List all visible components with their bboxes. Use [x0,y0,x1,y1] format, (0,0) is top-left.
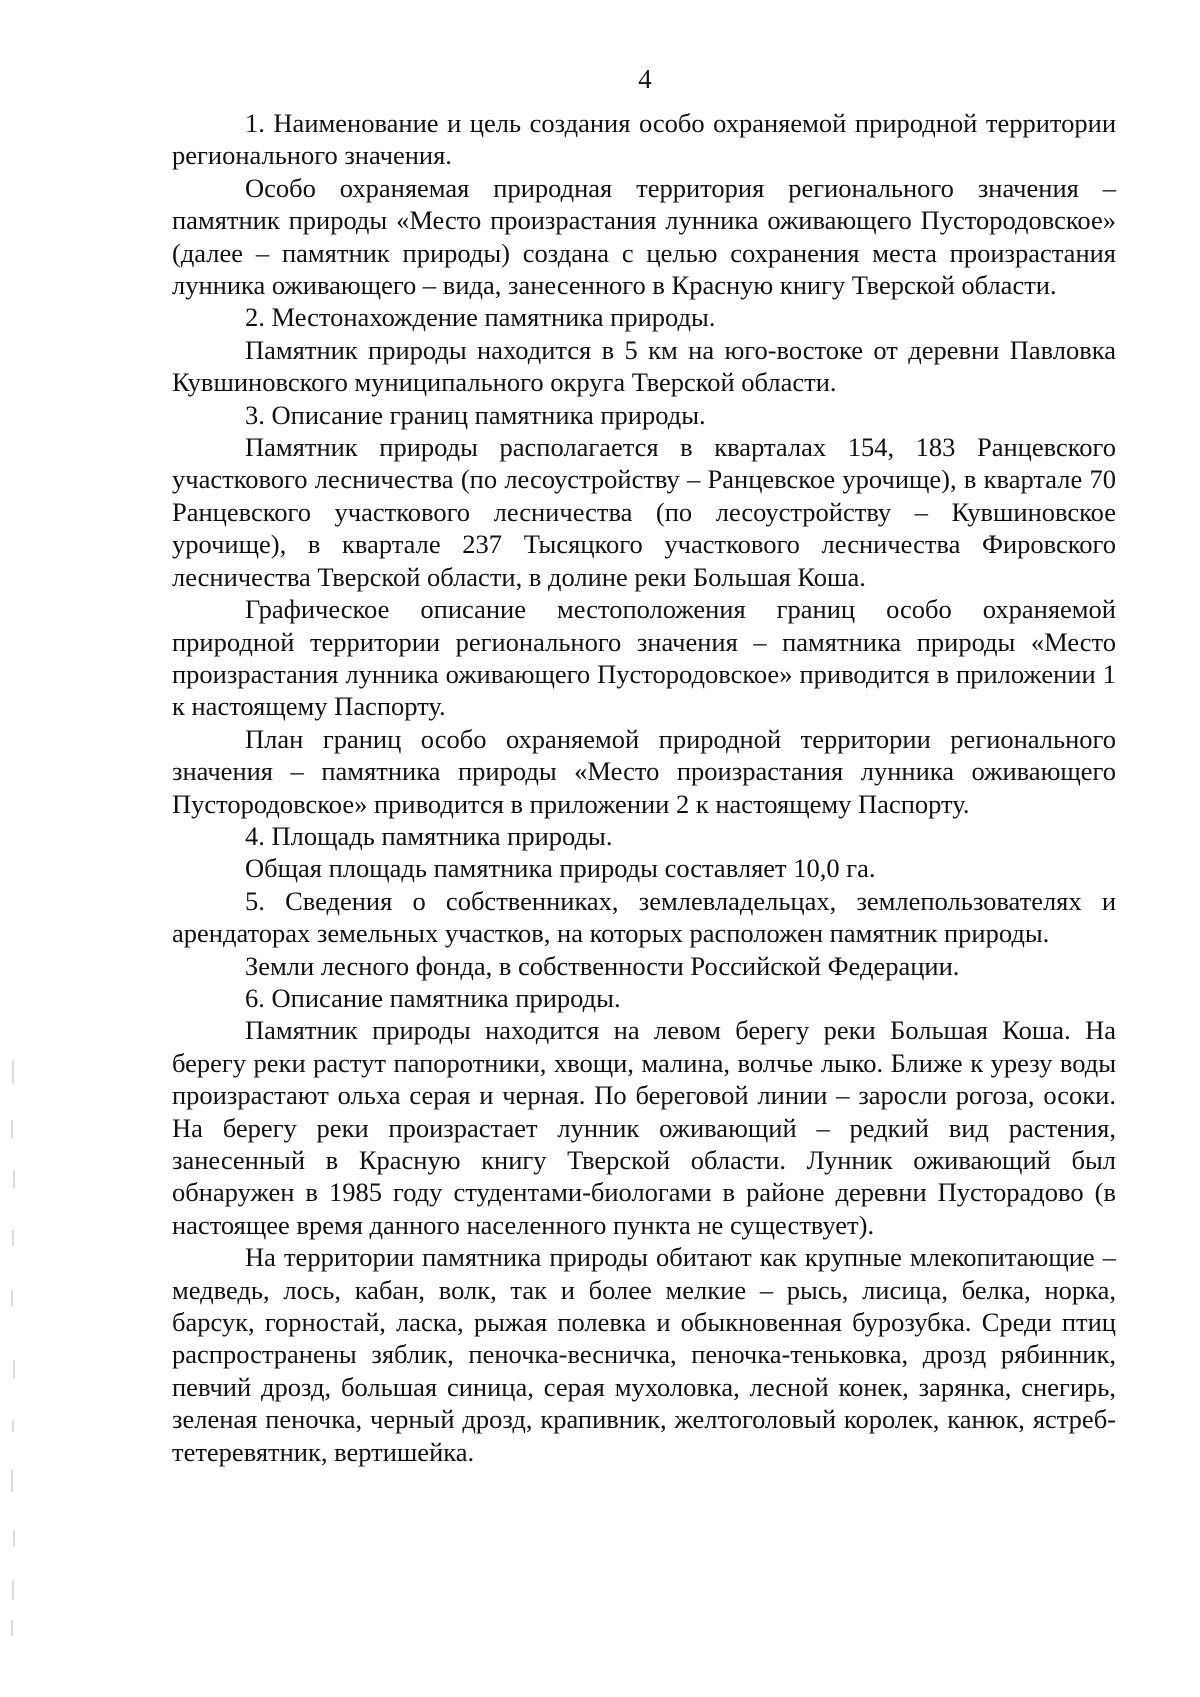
section-2-heading: 2. Местонахождение памятника природы. [245,302,716,333]
section-4-heading: 4. Площадь памятника природы. [245,820,613,851]
page-number: 4 [638,64,652,94]
document-body [172,107,1116,1468]
section-3-boundary-plan: План границ особо охраняемой природной территории регионального значения – памятника природы «Место произрастания лунника оживающего Пустородовское» приводится в приложении 2 к настоящему Паспорту. [172,723,1116,819]
section-6-text: Памятник природы находится на левом берегу реки Большая Коша. На берегу реки растут папоротники, хвощи, малина, волчье лыко. Ближе к урезу воды произрастают ольха серая и черная. По береговой линии – заросли рогоза, осоки. На берегу реки произрастает лунник оживающий – редкий вид растения, занесенный в Красную книгу Тверской области. Лунник оживающий был обнаружен в 1985 году студентами-биологами в районе деревни Пусторадово (в настоящее время данного населенного пункта не существует). [172,1015,1116,1240]
section-5-text: Земли лесного фонда, в собственности Российской Федерации. [245,950,960,981]
section-6-fauna: На территории памятника природы обитают как крупные млекопитающие – медведь, лось, кабан, волк, так и более мелкие – рысь, лисица, белка, норка, барсук, горностай, ласка, рыжая полевка и обыкновенная бурозубка. Среди птиц распространены зяблик, пеночка-весничка, пеночка-теньковка, дрозд рябинник, певчий дрозд, большая синица, серая мухоловка, лесной конек, зарянка, снегирь, зеленая пеночка, черный дрозд, крапивник, желтоголовый королек, канюк, ястреб-тетеревятник, вертишейка. [172,1242,1116,1467]
section-3-text: Памятник природы располагается в кварталах 154, 183 Ранцевского участкового лесничества (по лесоустройству – Ранцевское урочище), в квартале 70 Ранцевского участкового лесничества (по лесоустройству – Кувшиновское урочище), в квартале 237 Тысяцкого участкового лесничества Фировского лесничества Тверской области, в долине реки Большая Коша. [172,432,1116,592]
section-6-heading: 6. Описание памятника природы. [245,982,621,1013]
section-5-heading: 5. Сведения о собственниках, землевладельцах, землепользователях и арендаторах земельных участков, на которых расположен памятник природы. [172,885,1116,949]
section-1-text: Особо охраняемая природная территория регионального значения – памятник природы «Место произрастания лунника оживающего Пустородовское» (далее – памятник природы) создана с целью сохранения места произрастания лунника оживающего – вида, занесенного в Красную книгу Тверской области. [172,172,1116,301]
section-4-text: Общая площадь памятника природы составляет 10,0 га. [245,853,876,884]
section-3-graphic-description: Графическое описание местоположения границ особо охраняемой природной территории регионального значения – памятника природы «Место произрастания лунника оживающего Пустородовское» приводится в приложении 1 к настоящему Паспорту. [172,594,1116,722]
scan-edge-marks [8,1060,18,1640]
section-1-heading: 1. Наименование и цель создания особо охраняемой природной территории регионального значения. [172,108,1116,171]
section-3-heading: 3. Описание границ памятника природы. [245,399,706,430]
section-2-text: Памятник природы находится в 5 км на юго-востоке от деревни Павловка Кувшиновского муниципального округа Тверской области. [172,334,1116,398]
